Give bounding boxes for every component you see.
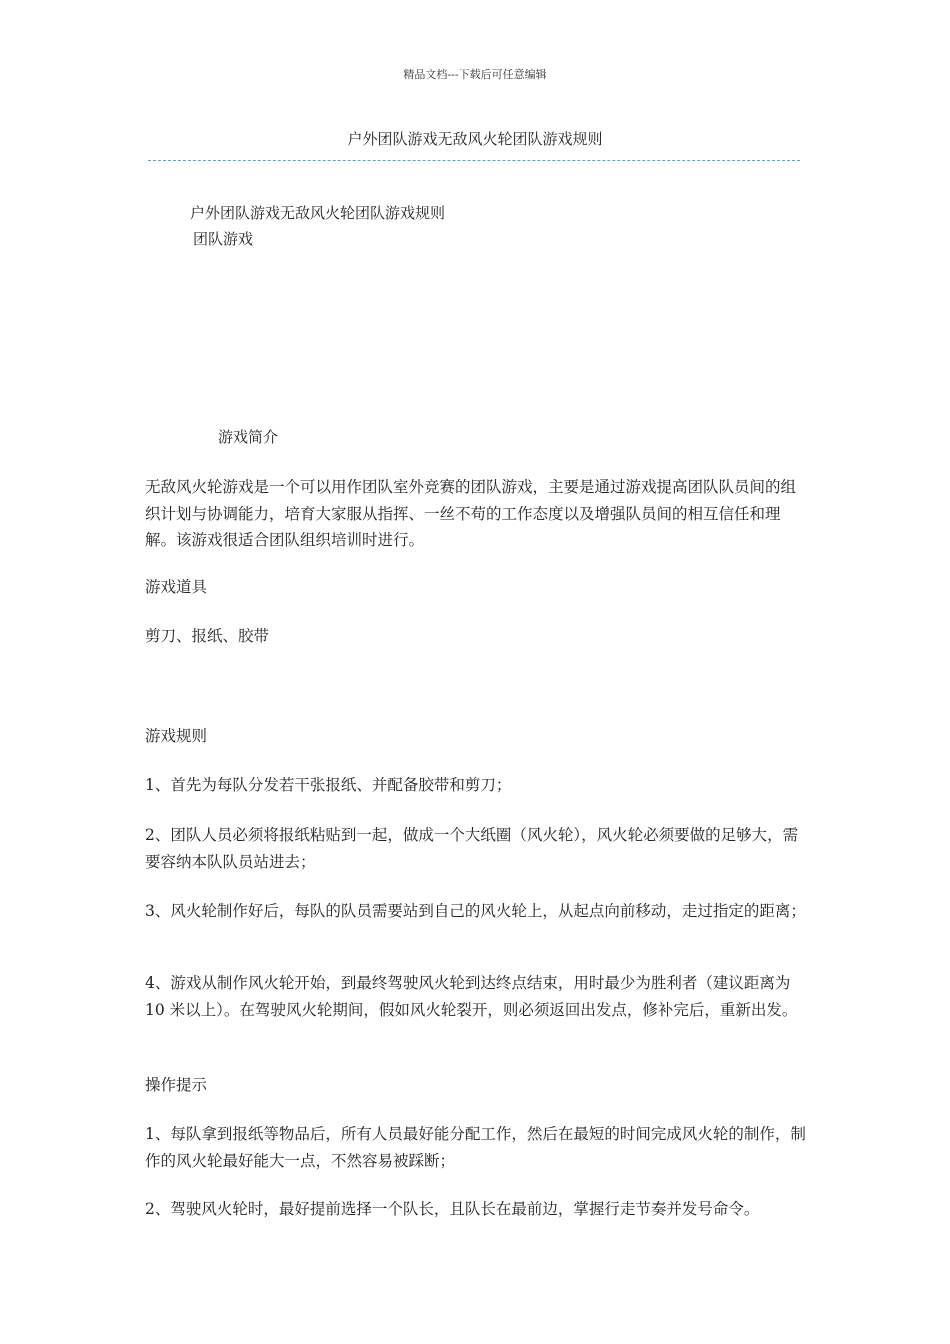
intro-title-line: 户外团队游戏无敌风火轮团队游戏规则	[190, 204, 446, 222]
section-heading-props: 游戏道具	[145, 578, 208, 596]
intro-paragraph: 无敌风火轮游戏是一个可以用作团队室外竞赛的团队游戏，主要是通过游戏提高团队队员间的组织计划与协调能力，培育大家服从指挥、一丝不苟的工作态度以及增强队员间的相互信任和理解。该游戏很适合团队组织培训时进行。	[145, 478, 797, 549]
section-heading-tips: 操作提示	[145, 1076, 208, 1094]
intro-category-line: 团队游戏	[193, 230, 254, 248]
header-divider	[148, 160, 800, 161]
rule-item-4: 4、游戏从制作风火轮开始，到最终驾驶风火轮到达终点结束，用时最少为胜利者（建议距离为 10 米以上）。在驾驶风火轮期间，假如风火轮裂开，则必须返回出发点，修补完后，重新出发。	[145, 974, 798, 1019]
rule-item-2: 2、团队人员必须将报纸粘贴到一起，做成一个大纸圈（风火轮），风火轮必须要做的足够大，需要容纳本队队员站进去；	[145, 826, 799, 871]
header-note: 精品文档---下载后可任意编辑	[403, 68, 547, 81]
props-paragraph: 剪刀、报纸、胶带	[145, 627, 270, 645]
rule-item-1: 1、首先为每队分发若干张报纸、并配备胶带和剪刀；	[145, 776, 512, 794]
tip-item-1: 1、每队拿到报纸等物品后，所有人员最好能分配工作，然后在最短的时间完成风火轮的制作，制作的风火轮最好能大一点，不然容易被踩断；	[145, 1125, 806, 1170]
rule-item-3: 3、风火轮制作好后，每队的队员需要站到自己的风火轮上，从起点向前移动，走过指定的距离；	[145, 902, 806, 920]
section-heading-intro: 游戏简介	[218, 428, 279, 446]
tip-item-2: 2、驾驶风火轮时，最好提前选择一个队长，且队长在最前边，掌握行走节奏并发号命令。	[145, 1200, 760, 1218]
document-title: 户外团队游戏无敌风火轮团队游戏规则	[347, 130, 603, 148]
section-heading-rules: 游戏规则	[145, 727, 208, 745]
